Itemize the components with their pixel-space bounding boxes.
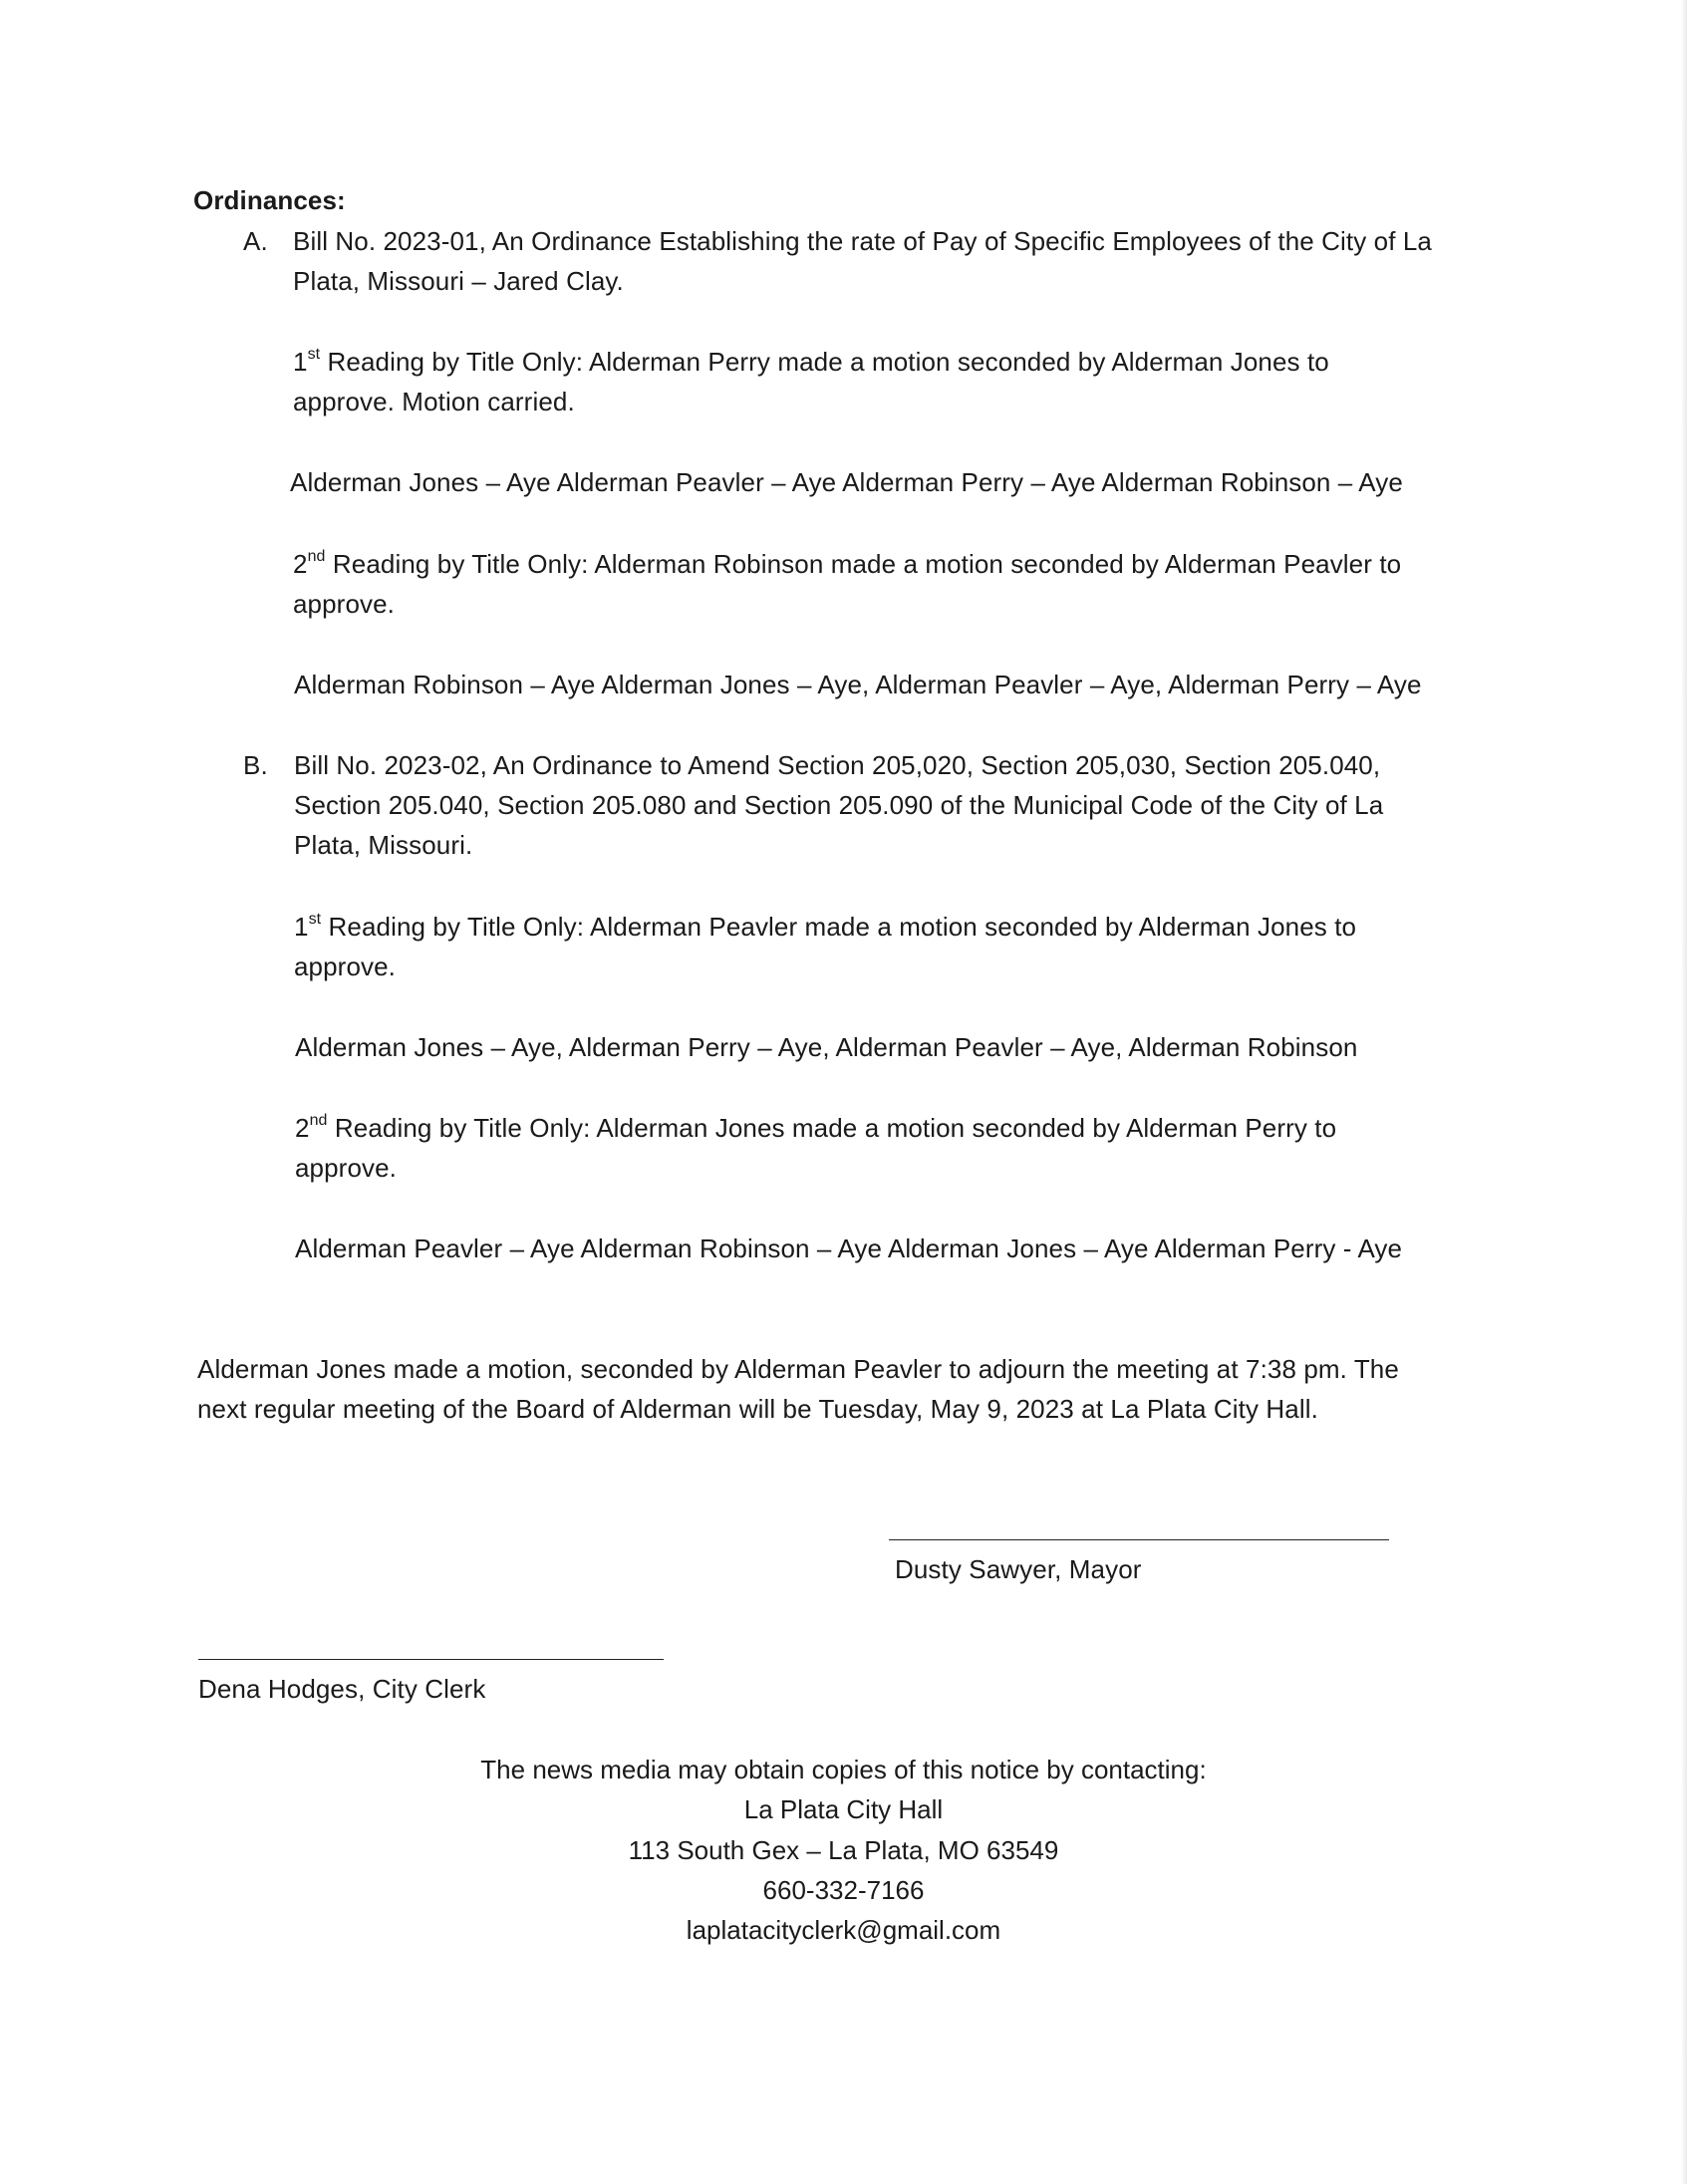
adjournment-line1: Alderman Jones made a motion, seconded by Alderman Peavler to adjourn the meeting at 7:38 pm. The — [197, 1354, 1399, 1384]
ordinance-a-second-reading — [293, 544, 1401, 584]
contact-email: laplatacityclerk@gmail.com — [686, 1915, 1001, 1945]
mayor-name: Dusty Sawyer, Mayor — [895, 1554, 1142, 1584]
reading-text: Reading by Title Only: Alderman Perry made a motion seconded by Alderman Jones to — [320, 347, 1329, 377]
reading-text: Reading by Title Only: Alderman Peavler made a motion seconded by Alderman Jones to — [321, 912, 1357, 942]
clerk-name: Dena Hodges, City Clerk — [198, 1674, 486, 1704]
ordinance-b-second-reading — [295, 1108, 1336, 1148]
ordinal-suffix: nd — [309, 1112, 328, 1130]
ordinance-a-second-vote: Alderman Robinson – Aye Alderman Jones – Aye, Alderman Peavler – Aye, Alderman Perry – Aye — [294, 670, 1422, 699]
contact-intro: The news media may obtain copies of this notice by contacting: — [480, 1755, 1207, 1784]
ordinance-b-title-line3: Plata, Missouri. — [294, 830, 473, 860]
ordinal-suffix: st — [307, 346, 321, 364]
ordinal-number: 2 — [295, 1113, 310, 1143]
ordinance-b-marker: B. — [243, 750, 268, 780]
ordinance-b-first-reading-line2: approve. — [294, 952, 396, 981]
contact-address: 113 South Gex – La Plata, MO 63549 — [628, 1835, 1059, 1865]
ordinance-a-title-line1: Bill No. 2023-01, An Ordinance Establishing the rate of Pay of Specific Employees of the City of La — [293, 226, 1432, 256]
ordinance-b-first-vote: Alderman Jones – Aye, Alderman Perry – Aye, Alderman Peavler – Aye, Alderman Robinson — [295, 1032, 1358, 1062]
mayor-signature-line — [889, 1539, 1389, 1540]
adjournment-line2: next regular meeting of the Board of Alderman will be Tuesday, May 9, 2023 at La Plata City Hall. — [197, 1394, 1318, 1424]
ordinance-a-second-reading-line2: approve. — [293, 589, 395, 619]
ordinance-b-first-reading — [294, 907, 1356, 947]
ordinal-number: 2 — [293, 549, 308, 579]
ordinance-a-marker: A. — [243, 226, 268, 256]
clerk-signature-line — [198, 1659, 664, 1660]
contact-name: La Plata City Hall — [743, 1794, 944, 1824]
ordinal-number: 1 — [294, 912, 309, 942]
ordinance-a-first-reading — [293, 342, 1329, 382]
ordinal-suffix: nd — [307, 548, 326, 566]
ordinance-b-second-vote: Alderman Peavler – Aye Alderman Robinson – Aye Alderman Jones – Aye Alderman Perry - Aye — [295, 1233, 1403, 1263]
section-heading: Ordinances: — [193, 185, 346, 215]
ordinance-b-second-reading-line2: approve. — [295, 1153, 397, 1183]
contact-phone: 660-332-7166 — [762, 1875, 925, 1905]
reading-text: Reading by Title Only: Alderman Jones made a motion seconded by Alderman Perry to — [327, 1113, 1337, 1143]
ordinance-b-title-line1: Bill No. 2023-02, An Ordinance to Amend Section 205,020, Section 205,030, Section 205.040, — [294, 750, 1381, 780]
ordinance-b-title-line2: Section 205.040, Section 205.080 and Section 205.090 of the Municipal Code of the City of La — [294, 790, 1384, 820]
ordinal-number: 1 — [293, 347, 308, 377]
ordinal-suffix: st — [308, 911, 322, 929]
reading-text: Reading by Title Only: Alderman Robinson made a motion seconded by Alderman Peavler to — [325, 549, 1402, 579]
ordinance-a-title-line2: Plata, Missouri – Jared Clay. — [293, 266, 624, 296]
ordinance-a-first-vote: Alderman Jones – Aye Alderman Peavler – Aye Alderman Perry – Aye Alderman Robinson – Aye — [290, 467, 1403, 497]
ordinance-a-first-reading-line2: approve. Motion carried. — [293, 387, 575, 416]
